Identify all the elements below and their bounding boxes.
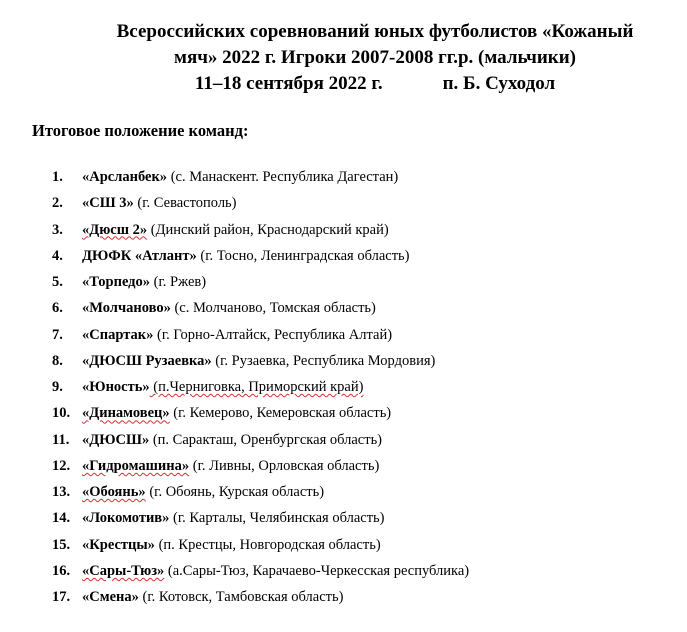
rank-number: 9. (52, 379, 63, 395)
team-location: (г. Горно-Алтайск, Республика Алтай) (153, 326, 393, 343)
team-location: (п.Черниговка, Приморский край) (149, 379, 364, 395)
document-title-line-3 (60, 72, 687, 96)
team-name: «Динамовец» (82, 405, 170, 422)
team-location: (г. Ливны, Орловская область) (189, 457, 380, 474)
team-location: (г. Карталы, Челябинская область) (169, 510, 385, 527)
rank-number: 5. (52, 274, 63, 290)
team-name: «Крестцы» (82, 536, 155, 553)
event-place: п. Б. Суходол (442, 73, 556, 94)
rank-number: 11. (52, 431, 70, 448)
team-location: (г. Обоянь, Курская область) (145, 484, 325, 500)
team-location: (п. Крестцы, Новгородская область) (154, 536, 381, 553)
rank-number: 15. (52, 536, 71, 553)
team-location: (г. Ржев) (150, 274, 207, 290)
team-name: «Дюсш 2» (82, 221, 148, 238)
event-dates: 11–18 сентября 2022 г. (194, 73, 383, 94)
team-location: (Динский район, Краснодарский край) (147, 221, 389, 238)
team-location: (г. Севастополь) (133, 195, 237, 212)
team-name: «Локомотив» (82, 510, 170, 527)
team-name: «СШ 3» (82, 195, 134, 212)
team-name: «Сары-Тюз» (82, 562, 165, 579)
team-name: «ДЮСШ Рузаевка» (82, 352, 212, 369)
rank-number: 6. (52, 300, 63, 317)
team-location: (с. Молчаново, Томская область) (170, 300, 376, 317)
team-name: «Обоянь» (82, 484, 146, 500)
document-title-line-2: мяч» 2022 г. Игроки 2007-2008 гг.р. (мальчики) (174, 47, 576, 68)
rank-number: 10. (52, 405, 71, 422)
team-location: (г. Кемерово, Кемеровская область) (169, 405, 392, 422)
rank-number: 3. (52, 221, 63, 238)
team-location: (г. Рузаевка, Республика Мордовия) (211, 352, 436, 369)
team-name: «Гидромашина» (82, 457, 190, 474)
rank-number: 14. (52, 510, 71, 527)
rank-number: 16. (52, 562, 71, 579)
team-location: (п. Саракташ, Оренбургская область) (149, 431, 383, 448)
rank-number: 1. (52, 169, 63, 185)
rank-number: 17. (52, 589, 71, 605)
team-name: ДЮФК «Атлант» (82, 247, 197, 264)
team-name: «ДЮСШ» (82, 431, 150, 448)
rank-number: 13. (52, 484, 71, 500)
team-name: «Спартак» (82, 326, 154, 343)
team-location: (г. Тосно, Ленинградская область) (196, 247, 410, 264)
document-title-line-1: Всероссийских соревнований юных футболистов «Кожаный (116, 21, 634, 42)
rank-number: 12. (52, 457, 71, 474)
team-name: «Торпедо» (82, 274, 151, 290)
team-name: «Молчаново» (82, 300, 171, 317)
rank-number: 4. (52, 247, 63, 264)
rank-number: 2. (52, 195, 63, 212)
team-name: «Арсланбек» (82, 169, 168, 185)
rank-number: 8. (52, 352, 63, 369)
team-name: «Юность» (82, 379, 150, 395)
team-location: (г. Котовск, Тамбовская область) (138, 589, 344, 605)
team-name: «Смена» (82, 589, 139, 605)
team-location: (с. Манаскент. Республика Дагестан) (167, 169, 399, 185)
team-location: (а.Сары-Тюз, Карачаево-Черкесская республика) (164, 562, 470, 579)
rank-number: 7. (52, 326, 63, 343)
standings-heading: Итоговое положение команд: (32, 121, 249, 140)
